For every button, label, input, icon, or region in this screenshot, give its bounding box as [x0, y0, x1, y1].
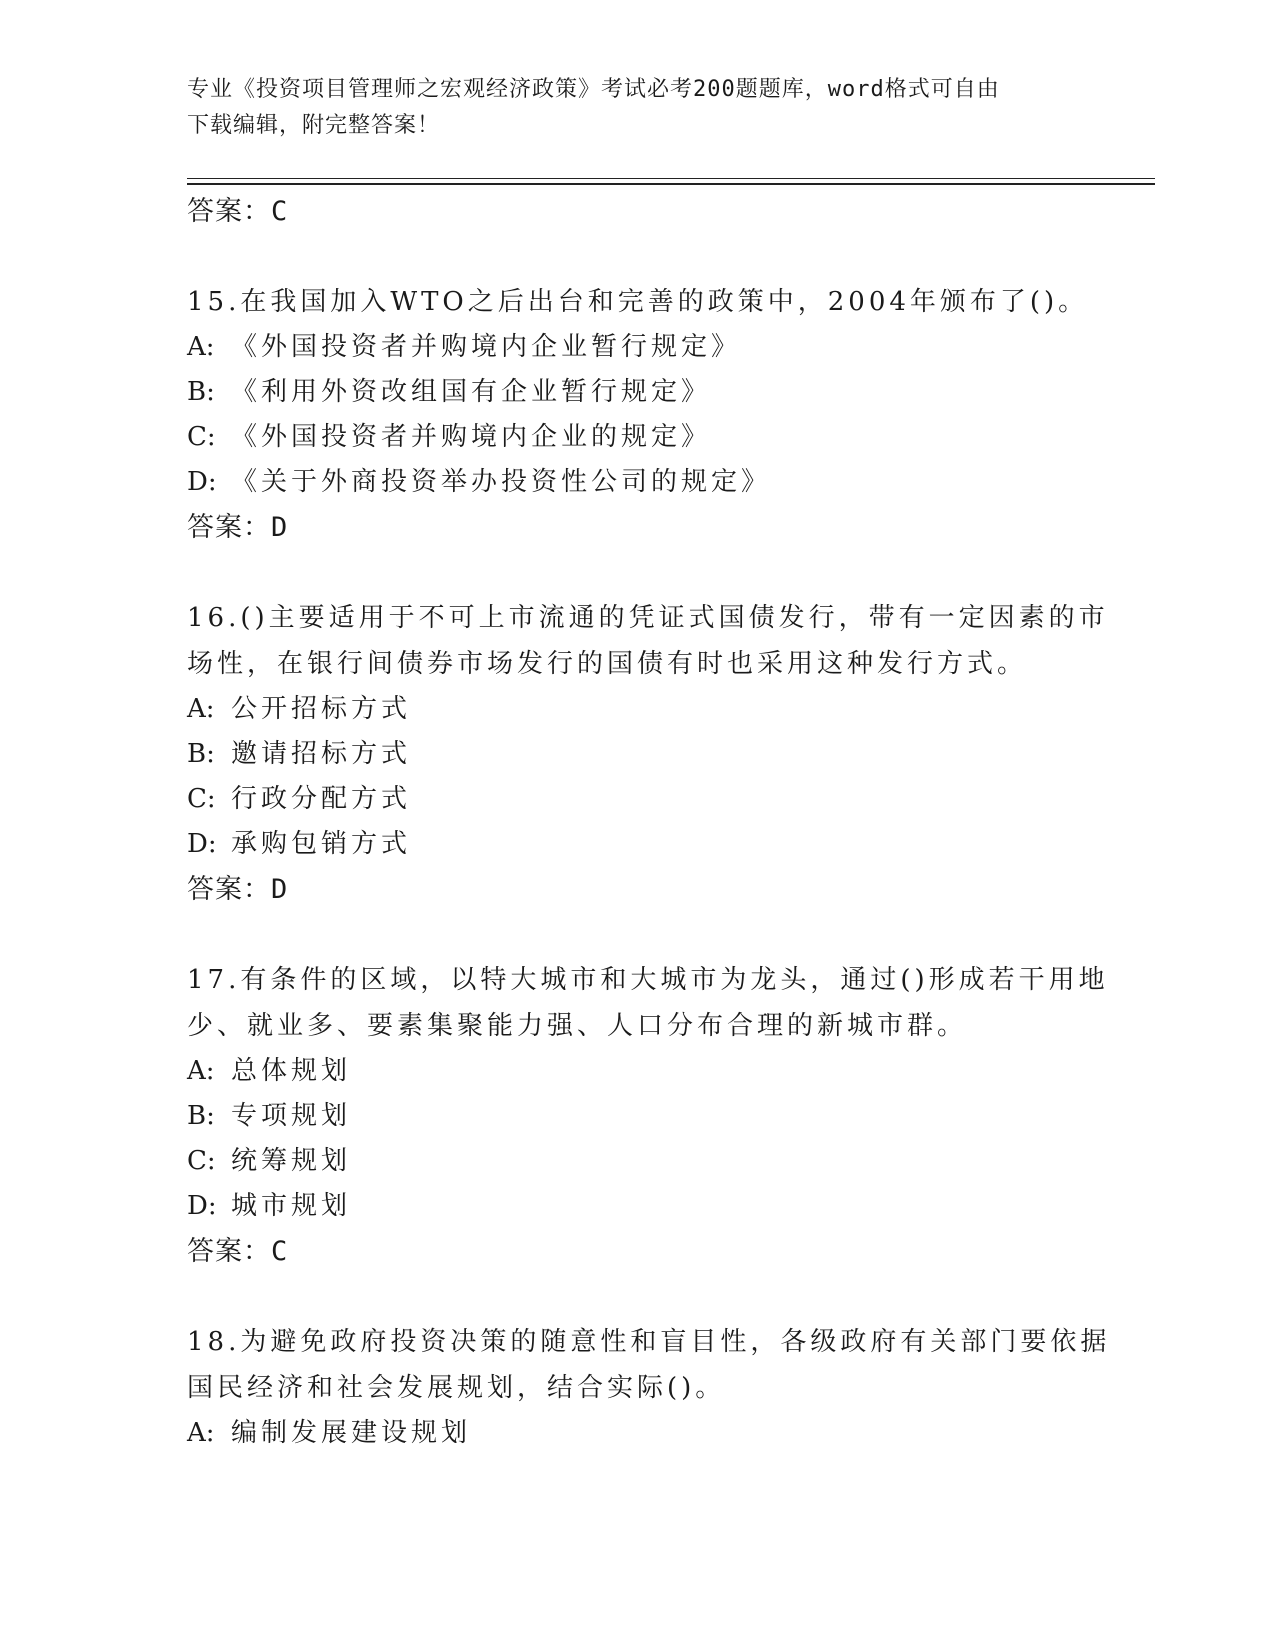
question-list: [187, 189, 1111, 1456]
question-17-option-b: [187, 1094, 1087, 1139]
option-letter: C:: [187, 422, 216, 452]
question-15-line-1: 15.在我国加入WTO之后出台和完善的政策中，2004年颁布了()。: [187, 287, 1089, 317]
answer-15: 答案：D: [187, 512, 289, 543]
question-16-option-b: [187, 732, 1087, 777]
option-letter: B:: [187, 1101, 215, 1131]
question-17: [187, 957, 1109, 1275]
question-15-option-b: [187, 370, 1087, 415]
question-18: [187, 1319, 1111, 1456]
question-17-option-a: [187, 1049, 1087, 1094]
header-divider-thick: [187, 183, 1155, 185]
header-divider-thin: [187, 178, 1155, 179]
answer-14: 答案：C: [187, 196, 289, 227]
option-letter: A:: [187, 1418, 215, 1448]
option-text: 统筹规划: [231, 1146, 352, 1176]
question-15-option-c: [187, 415, 1087, 460]
option-letter: C:: [187, 1146, 216, 1176]
question-16-line-2: 场性，在银行间债券市场发行的国债有时也采用这种发行方式。: [187, 649, 1028, 679]
question-18-line-2: 国民经济和社会发展规划，结合实际()。: [187, 1373, 726, 1403]
question-15: [187, 279, 1087, 551]
option-text: 编制发展建设规划: [231, 1418, 472, 1448]
question-16-option-a: [187, 687, 1087, 732]
option-letter: A:: [187, 694, 215, 724]
option-text: 专项规划: [231, 1101, 352, 1131]
document-header: [187, 72, 1067, 144]
answer-17: 答案：C: [187, 1236, 289, 1267]
option-letter: D:: [187, 467, 217, 497]
question-16-line-1: 16.()主要适用于不可上市流通的凭证式国债发行，带有一定因素的市: [187, 603, 1109, 633]
question-15-option-d: [187, 460, 1087, 505]
question-18-option-a: [187, 1411, 1087, 1456]
option-letter: D:: [187, 1191, 217, 1221]
option-letter: C:: [187, 784, 216, 814]
option-letter: A:: [187, 1056, 215, 1086]
header-line-1: 专业《投资项目管理师之宏观经济政策》考试必考200题题库，word格式可自由: [187, 77, 1000, 102]
header-line-2: 下载编辑，附完整答案！: [187, 113, 441, 138]
question-16-option-c: [187, 777, 1087, 822]
answer-16: 答案：D: [187, 874, 289, 905]
option-text: 《利用外资改组国有企业暂行规定》: [231, 377, 712, 407]
question-17-line-1: 17.有条件的区域，以特大城市和大城市为龙头，通过()形成若干用地: [187, 965, 1109, 995]
question-16-option-d: [187, 822, 1087, 867]
question-17-option-c: [187, 1139, 1087, 1184]
option-text: 邀请招标方式: [231, 739, 412, 769]
option-letter: B:: [187, 739, 215, 769]
option-text: 行政分配方式: [231, 784, 412, 814]
question-17-option-d: [187, 1184, 1087, 1229]
option-text: 《外国投资者并购境内企业的规定》: [231, 422, 712, 452]
option-letter: A:: [187, 332, 215, 362]
option-letter: B:: [187, 377, 215, 407]
option-text: 总体规划: [231, 1056, 352, 1086]
question-17-line-2: 少、就业多、要素集聚能力强、人口分布合理的新城市群。: [187, 1011, 968, 1041]
option-text: 公开招标方式: [231, 694, 412, 724]
option-text: 承购包销方式: [231, 829, 412, 859]
option-text: 城市规划: [231, 1191, 352, 1221]
question-18-line-1: 18.为避免政府投资决策的随意性和盲目性，各级政府有关部门要依据: [187, 1327, 1111, 1357]
option-text: 《外国投资者并购境内企业暂行规定》: [231, 332, 742, 362]
option-letter: D:: [187, 829, 217, 859]
question-16: [187, 595, 1109, 913]
question-15-option-a: [187, 325, 1087, 370]
option-text: 《关于外商投资举办投资性公司的规定》: [231, 467, 772, 497]
